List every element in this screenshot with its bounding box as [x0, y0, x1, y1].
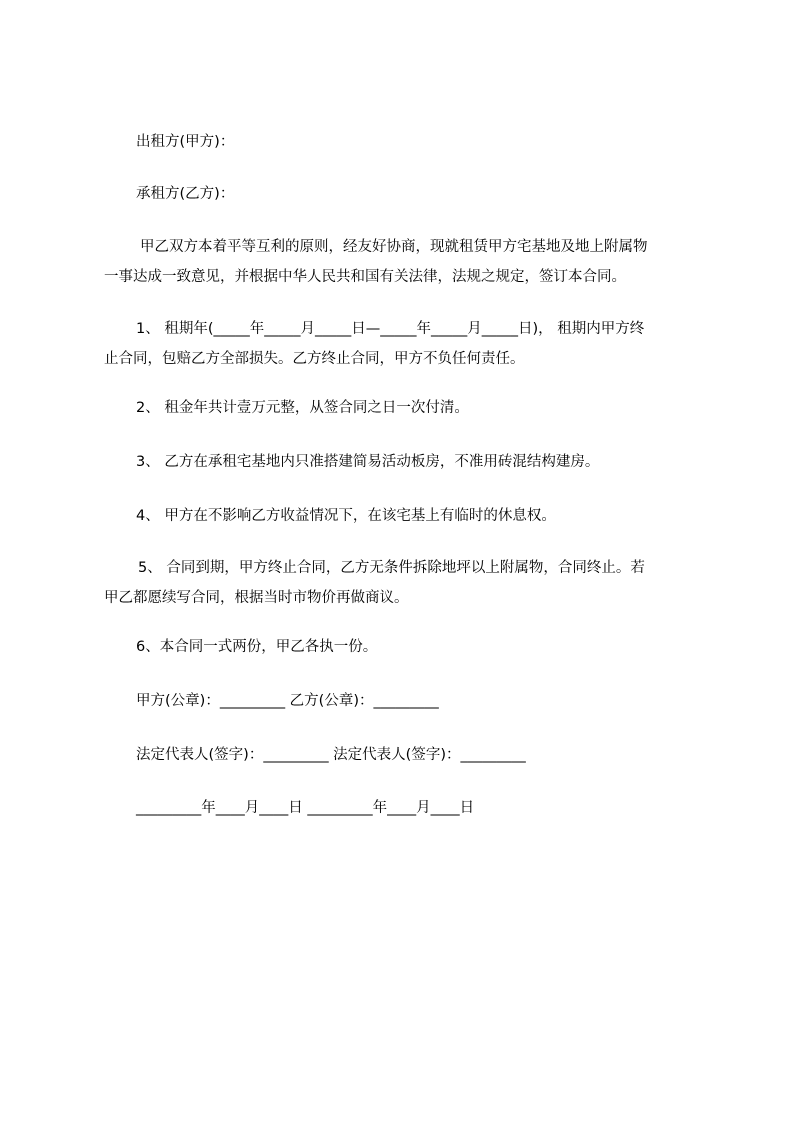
seal-line: 甲方(公章)：_________ 乙方(公章)：_________ [136, 693, 439, 709]
clause-5-line-1: 5、 合同到期，甲方终止合同，乙方无条件拆除地坪以上附属物，合同终止。若 [138, 560, 645, 576]
lessee-label: 承租方(乙方)： [136, 186, 235, 202]
clause-1 [104, 314, 694, 374]
clause-2: 2、 租金年共计壹万元整，从签合同之日一次付清。 [136, 400, 469, 416]
clause-1-line-1: 1、 租期年(_____年_____月_____日—_____年_____月_____日)， 租期内甲方终 [136, 321, 645, 337]
lessor-label: 出租方(甲方)： [136, 134, 235, 150]
clause-4: 4、 甲方在不影响乙方收益情况下，在该宅基上有临时的休息权。 [136, 508, 556, 524]
date-line: _________年____月____日 _________年____月____日 [136, 800, 475, 816]
representative-signature-line: 法定代表人(签字)：_________ 法定代表人(签字)：_________ [136, 747, 526, 763]
intro-line-2: 一事达成一致意见，并根据中华人民共和国有关法律，法规之规定，签订本合同。 [104, 269, 626, 285]
intro-paragraph [104, 232, 694, 292]
intro-line-1: 甲乙双方本着平等互利的原则，经友好协商，现就租赁甲方宅基地及地上附属物 [140, 239, 648, 255]
clause-5-line-2: 甲乙都愿续写合同，根据当时市物价再做商议。 [104, 590, 409, 606]
clause-3: 3、 乙方在承租宅基地内只准搭建简易活动板房，不准用砖混结构建房。 [136, 454, 600, 470]
clause-5 [104, 553, 694, 613]
clause-1-line-2: 止合同，包赔乙方全部损失。乙方终止合同，甲方不负任何责任。 [104, 351, 525, 367]
clause-6: 6、本合同一式两份，甲乙各执一份。 [136, 639, 378, 655]
